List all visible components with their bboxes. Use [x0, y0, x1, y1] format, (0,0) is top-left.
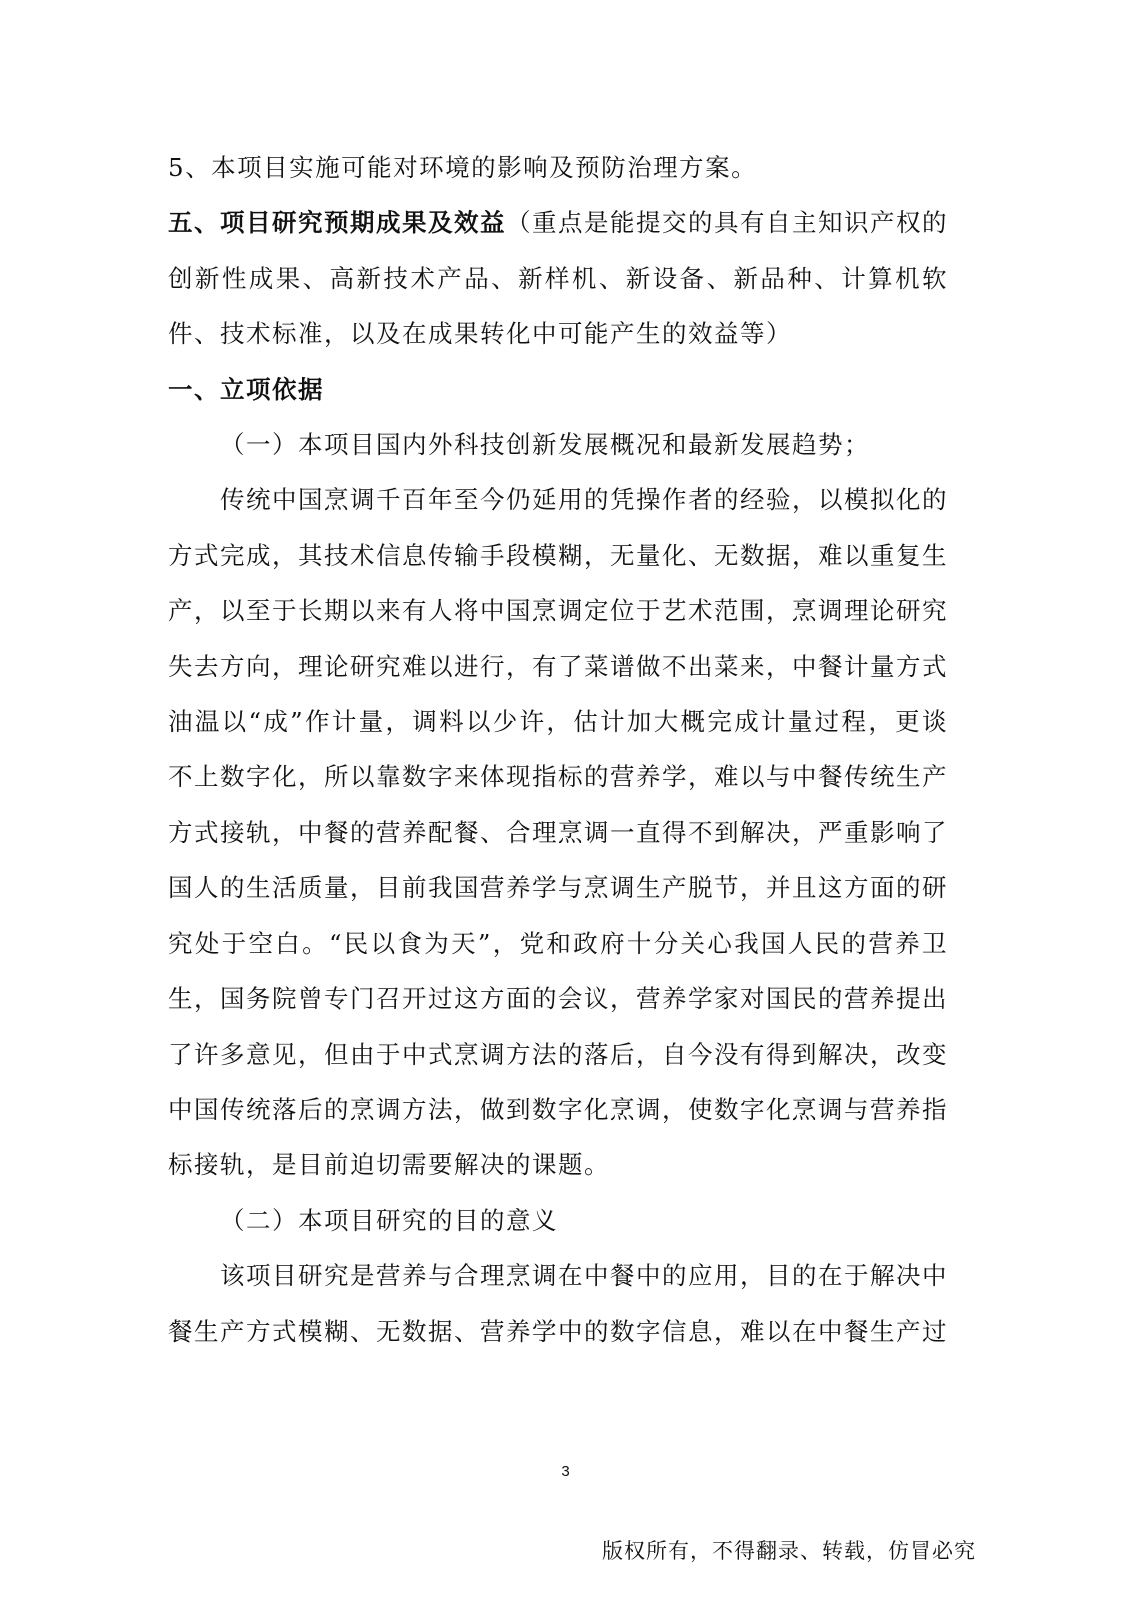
copyright-notice: 版权所有，不得翻录、转载，仿冒必究 — [602, 1539, 976, 1563]
section-heading-project-basis: 一、立项依据 — [168, 374, 324, 404]
subheading-development-overview: （一）本项目国内外科技创新发展概况和最新发展趋势； — [220, 430, 870, 460]
paragraph-traditional-cooking: 传统中国烹调千百年至今仍延用的凭操作者的经验，以模拟化的方式完成，其技术信息传输手段模糊，无量化、无数据，难以重复生产，以至于长期以来有人将中国烹调定位于艺术范围，烹调理论研究失去方向，理论研究难以进行，有了菜谱做不出菜来，中餐计量方式油温以“成”作计量，调料以少许，估计加大概完成计量过程，更谈不上数字化，所以靠数字来体现指标的营养学，难以与中餐传统生产方式接轨，中餐的营养配餐、合理烹调一直得不到解决，严重影响了国人的生活质量，目前我国营养学与烹调生产脱节，并且这方面的研究处于空白。“民以食为天”，党和政府十分关心我国人民的营养卫生，国务院曾专门召开过这方面的会议，营养学家对国民的营养提出了许多意见，但由于中式烹调方法的落后，自今没有得到解决，改变中国传统落后的烹调方法，做到数字化烹调，使数字化烹调与营养指标接轨，是目前迫切需要解决的课题。 — [168, 485, 948, 1180]
paragraph-environment-impact: 5、本项目实施可能对环境的影响及预防治理方案。 — [168, 153, 758, 182]
expected-results-note: （重点是能提交的具有自主知识产权的创新性成果、高新技术产品、新样机、新设备、新品种、计算机软件、技术标准，以及在成果转化中可能产生的效益等） — [168, 208, 948, 349]
body-text — [168, 140, 948, 1359]
subheading-research-purpose: （二）本项目研究的目的意义 — [220, 1205, 558, 1235]
paragraph-research-goal: 该项目研究是营养与合理烹调在中餐中的应用，目的在于解决中餐生产方式模糊、无数据、营养学中的数字信息，难以在中餐生产过 — [168, 1261, 948, 1346]
paragraph-expected-results — [168, 195, 948, 361]
section-heading-expected-results: 五、项目研究预期成果及效益 — [168, 208, 506, 238]
page-number: 3 — [561, 1463, 570, 1480]
